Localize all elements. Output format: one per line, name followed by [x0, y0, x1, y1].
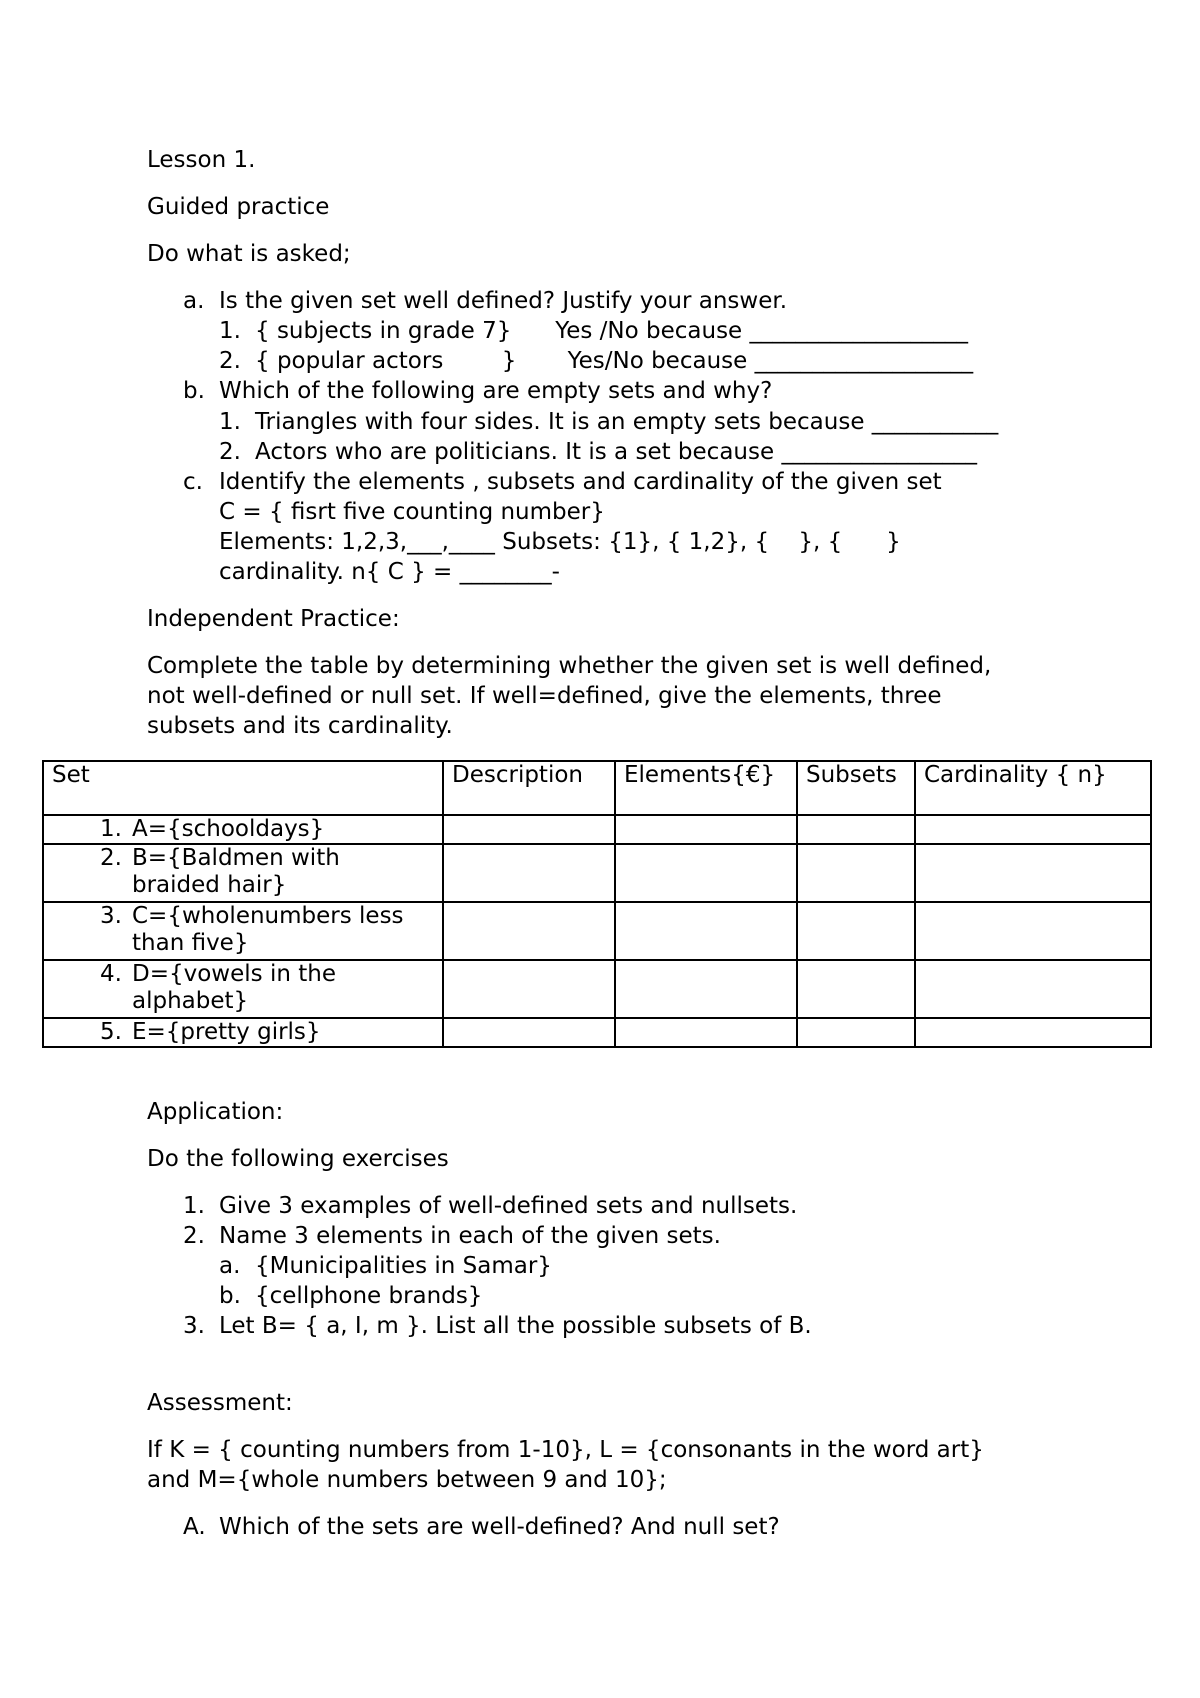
cardinality-cell[interactable]	[915, 1018, 1151, 1047]
elements-cell[interactable]	[615, 960, 797, 1018]
guided-heading: Guided practice	[147, 194, 330, 220]
assessment-text-line: If K = { counting numbers from 1-10}, L = {consonants in the word art}	[147, 1437, 984, 1463]
set-name: C={wholenumbers less than five}	[132, 903, 404, 956]
set-cell	[43, 960, 443, 1018]
description-cell[interactable]	[443, 902, 615, 960]
sets-table	[42, 760, 1152, 1048]
application-item-num: 1.	[183, 1193, 205, 1219]
application-subitem-marker: a.	[219, 1253, 241, 1279]
assessment-item-text: Which of the sets are well-defined? And null set?	[219, 1514, 780, 1540]
guided-b-item-text: Triangles with four sides. It is an empty sets because ___________	[255, 409, 999, 435]
application-item-text: Let B= { a, I, m }. List all the possible subsets of B.	[219, 1313, 812, 1339]
cardinality-cell[interactable]	[915, 902, 1151, 960]
elements-cell[interactable]	[615, 1018, 797, 1047]
table-row	[43, 1018, 1151, 1047]
description-cell[interactable]	[443, 960, 615, 1018]
cardinality-cell[interactable]	[915, 815, 1151, 844]
guided-c-line4: cardinality. n{ C } = ________-	[219, 559, 560, 585]
description-cell[interactable]	[443, 815, 615, 844]
elements-cell[interactable]	[615, 815, 797, 844]
lesson-title: Lesson 1.	[147, 147, 256, 173]
application-item-num: 3.	[183, 1313, 205, 1339]
row-number: 3.	[100, 903, 122, 929]
guided-a-marker: a.	[183, 288, 205, 314]
application-item-num: 2.	[183, 1223, 205, 1249]
assessment-heading: Assessment:	[147, 1390, 293, 1416]
row-number: 2.	[100, 845, 122, 871]
row-number: 1.	[100, 816, 122, 842]
set-cell	[43, 902, 443, 960]
guided-c-line3: Elements: 1,2,3,___,____ Subsets: {1}, { 1,2}, { }, { }	[219, 529, 901, 555]
header-description: Description	[443, 761, 615, 815]
set-cell	[43, 844, 443, 902]
table-row	[43, 902, 1151, 960]
cardinality-cell[interactable]	[915, 960, 1151, 1018]
guided-a-item-text: { popular actors } Yes/No because ___________________	[255, 348, 974, 374]
set-cell	[43, 1018, 443, 1047]
header-set: Set	[43, 761, 443, 815]
guided-c-text: Identify the elements , subsets and cardinality of the given set	[219, 469, 942, 495]
set-name: D={vowels in the alphabet}	[132, 961, 336, 1014]
table-row	[43, 844, 1151, 902]
application-subitem-marker: b.	[219, 1283, 241, 1309]
header-subsets: Subsets	[797, 761, 915, 815]
independent-instruction-line: subsets and its cardinality.	[147, 713, 453, 739]
subsets-cell[interactable]	[797, 815, 915, 844]
cardinality-cell[interactable]	[915, 844, 1151, 902]
guided-a-item-num: 1.	[219, 318, 241, 344]
independent-heading: Independent Practice:	[147, 606, 400, 632]
row-number: 5.	[100, 1019, 122, 1045]
guided-c-marker: c.	[183, 469, 203, 495]
description-cell[interactable]	[443, 1018, 615, 1047]
guided-b-item-num: 2.	[219, 439, 241, 465]
application-item-text: Give 3 examples of well-defined sets and nullsets.	[219, 1193, 798, 1219]
independent-instruction-line: not well-defined or null set. If well=defined, give the elements, three	[147, 683, 942, 709]
elements-cell[interactable]	[615, 902, 797, 960]
table-row	[43, 960, 1151, 1018]
guided-a-item-num: 2.	[219, 348, 241, 374]
subsets-cell[interactable]	[797, 902, 915, 960]
guided-b-item-text: Actors who are politicians. It is a set because _________________	[255, 439, 977, 465]
application-subitem-text: {cellphone brands}	[255, 1283, 483, 1309]
header-cardinality: Cardinality { n}	[915, 761, 1151, 815]
guided-b-marker: b.	[183, 378, 205, 404]
subsets-cell[interactable]	[797, 960, 915, 1018]
assessment-item-marker: A.	[183, 1514, 206, 1540]
guided-b-text: Which of the following are empty sets and why?	[219, 378, 773, 404]
guided-a-text: Is the given set well defined? Justify your answer.	[219, 288, 788, 314]
application-subitem-text: {Municipalities in Samar}	[255, 1253, 552, 1279]
guided-c-line2: C = { fisrt five counting number}	[219, 499, 605, 525]
guided-instruction: Do what is asked;	[147, 241, 351, 267]
header-elements: Elements{€}	[615, 761, 797, 815]
description-cell[interactable]	[443, 844, 615, 902]
elements-cell[interactable]	[615, 844, 797, 902]
assessment-text-line: and M={whole numbers between 9 and 10};	[147, 1467, 667, 1493]
application-heading: Application:	[147, 1099, 284, 1125]
set-name: E={pretty girls}	[132, 1019, 321, 1045]
set-name: A={schooldays}	[132, 816, 325, 842]
row-number: 4.	[100, 961, 122, 987]
application-item-text: Name 3 elements in each of the given sets.	[219, 1223, 721, 1249]
set-cell	[43, 815, 443, 844]
subsets-cell[interactable]	[797, 1018, 915, 1047]
set-name: B={Baldmen with braided hair}	[132, 845, 340, 898]
application-instruction: Do the following exercises	[147, 1146, 449, 1172]
subsets-cell[interactable]	[797, 844, 915, 902]
guided-b-item-num: 1.	[219, 409, 241, 435]
table-header-row	[43, 761, 1151, 815]
guided-a-item-text: { subjects in grade 7} Yes /No because ___________________	[255, 318, 969, 344]
table-row	[43, 815, 1151, 844]
independent-instruction-line: Complete the table by determining whether the given set is well defined,	[147, 653, 992, 679]
